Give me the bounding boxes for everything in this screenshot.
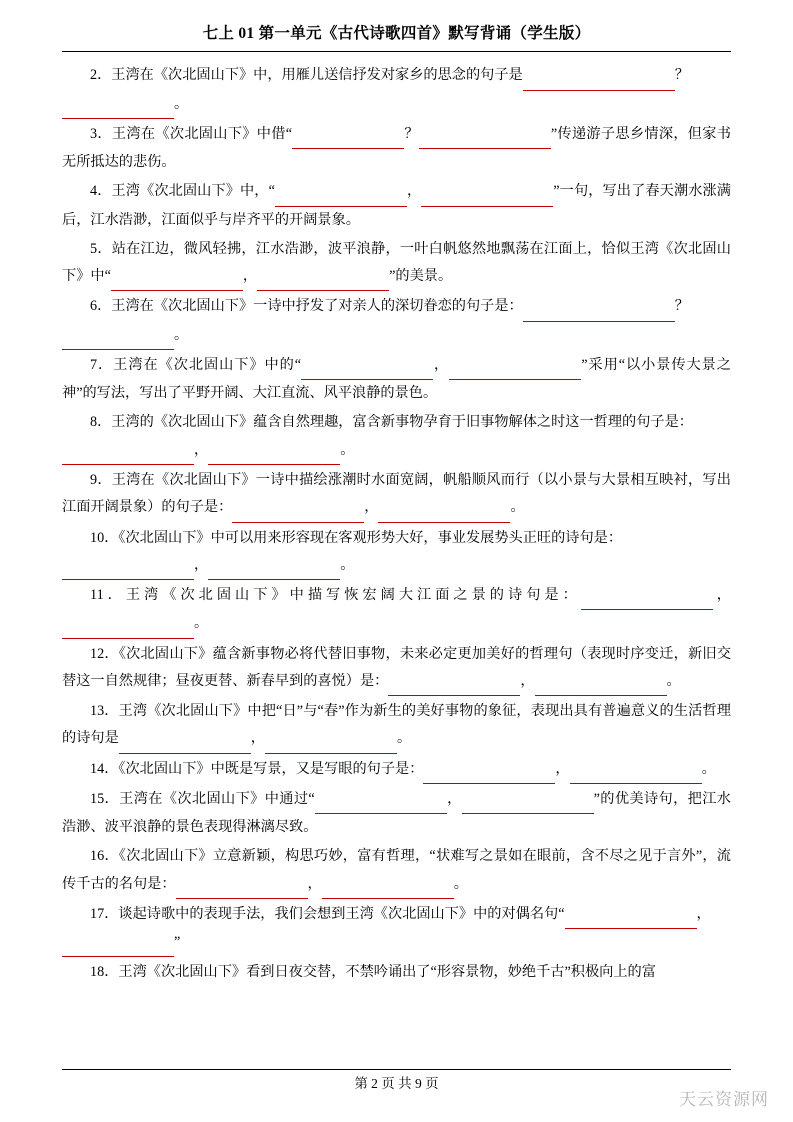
- question-text: ”一句，写出了春天潮水涨满后，江水浩渺，江面似乎与岸齐平的开阔景象。: [62, 183, 731, 228]
- question-text: 6．王湾在《次北固山下》一诗中抒发了对亲人的深切眷恋的句子是：: [90, 298, 523, 315]
- answer-blank[interactable]: [275, 178, 407, 206]
- question-text: ？: [404, 125, 419, 142]
- question-text: ？: [674, 298, 689, 315]
- answer-blank[interactable]: [265, 725, 397, 753]
- answer-blank[interactable]: [62, 929, 174, 957]
- answer-blank[interactable]: [176, 871, 308, 899]
- answer-blank[interactable]: [111, 263, 243, 291]
- question-item: [62, 756, 731, 784]
- answer-blank[interactable]: [421, 178, 553, 206]
- question-text: 13．王湾《次北固山下》中把“日”与“春”作为新生的美好事物的象征，表现出具有普遍意义的生活哲理的诗句是: [62, 703, 731, 747]
- question-item: [62, 582, 731, 639]
- question-text: ”传递游子思乡情深，但家书无所抵达的悲伤。: [62, 125, 731, 171]
- footer-divider: [62, 1069, 731, 1070]
- question-text: 。: [340, 441, 355, 458]
- question-text: 11．王湾《次北固山下》中描写恢宏阔大江面之景的诗句是：: [90, 587, 581, 604]
- question-item: [62, 467, 731, 523]
- question-text: 。: [174, 95, 189, 112]
- question-item: [62, 293, 731, 350]
- answer-blank[interactable]: [322, 871, 454, 899]
- question-text: ，: [446, 790, 462, 807]
- question-text: 。: [453, 875, 468, 892]
- question-text: ，: [696, 905, 711, 922]
- question-item: [62, 843, 731, 899]
- question-text: ，: [712, 587, 731, 604]
- question-text: ，: [520, 672, 535, 689]
- question-item: [62, 178, 731, 234]
- question-item: [62, 959, 731, 986]
- question-list: [62, 62, 731, 987]
- question-text: 9．王湾在《次北固山下》一诗中描绘涨潮时水面宽阔，帆船顺风而行（以小景与大景相互映衬，写出江面开阔景象）的句子是：: [62, 471, 731, 516]
- answer-blank[interactable]: [462, 786, 594, 814]
- watermark-label: 天云资源网: [679, 1090, 769, 1109]
- question-text: 4．王湾《次北固山下》中，“: [90, 183, 275, 200]
- question-text: 。: [174, 326, 189, 343]
- answer-blank[interactable]: [62, 437, 194, 465]
- answer-blank[interactable]: [62, 552, 194, 580]
- answer-blank[interactable]: [388, 668, 520, 696]
- answer-blank[interactable]: [315, 786, 447, 814]
- question-item: [62, 409, 731, 465]
- question-text: ”的美景。: [389, 268, 453, 285]
- answer-blank[interactable]: [523, 293, 675, 321]
- question-item: [62, 901, 731, 958]
- answer-blank[interactable]: [423, 756, 555, 784]
- question-item: [62, 236, 731, 292]
- question-text: ，: [433, 356, 450, 373]
- answer-blank[interactable]: [62, 91, 174, 119]
- answer-blank[interactable]: [449, 352, 581, 380]
- question-text: 16．《次北固山下》立意新颖，构思巧妙，富有哲理，“状难写之景如在眼前，含不尽之见于言外”，流传千古的名句是：: [62, 848, 731, 892]
- answer-blank[interactable]: [257, 263, 389, 291]
- answer-blank[interactable]: [378, 494, 510, 522]
- answer-blank[interactable]: [208, 552, 340, 580]
- question-text: 7．王湾在《次北固山下》中的“: [90, 356, 302, 373]
- page-footer: 第 2 页 共 9 页: [354, 1076, 439, 1091]
- question-text: 。: [396, 730, 412, 747]
- question-text: ”采用“以小景传大景之神”的写法，写出了平野开阔、大江直流、风平浪静的景色。: [62, 356, 731, 402]
- question-text: ，: [242, 268, 258, 285]
- title-divider: [62, 51, 731, 52]
- question-text: ？: [674, 67, 689, 84]
- answer-blank[interactable]: [570, 756, 702, 784]
- question-text: ，: [406, 183, 422, 200]
- question-text: 12．《次北固山下》蕴含新事物必将代替旧事物，未来必定更加美好的哲理句（表现时序变迁，新旧交替这一自然规律；昼夜更替、新春早到的喜悦）是：: [62, 645, 731, 689]
- question-text: 14．《次北固山下》中既是写景，又是写眼的句子是：: [90, 760, 424, 777]
- question-item: [62, 62, 731, 119]
- question-text: 3．王湾在《次北固山下》中借“: [90, 125, 293, 142]
- question-item: [62, 698, 731, 754]
- answer-blank[interactable]: [301, 352, 433, 380]
- question-text: 17．谈起诗歌中的表现手法，我们会想到王湾《次北固山下》中的对偶名句“: [90, 905, 565, 922]
- question-text: ，: [364, 499, 379, 516]
- answer-blank[interactable]: [523, 62, 675, 90]
- question-text: 。: [666, 672, 681, 689]
- answer-blank[interactable]: [119, 725, 251, 753]
- answer-blank[interactable]: [208, 437, 340, 465]
- answer-blank[interactable]: [581, 582, 713, 610]
- question-text: ”: [174, 934, 181, 951]
- question-text: 8．王湾的《次北固山下》蕴含自然理趣，富含新事物孕育于旧事物解体之时这一哲理的句子是：: [90, 414, 693, 431]
- answer-blank[interactable]: [62, 610, 194, 638]
- question-text: ，: [555, 760, 570, 777]
- question-text: 2．王湾在《次北固山下》中，用雁儿送信抒发对家乡的思念的句子是: [90, 67, 523, 84]
- question-text: ，: [194, 441, 209, 458]
- question-item: [62, 525, 731, 581]
- answer-blank[interactable]: [292, 121, 404, 149]
- question-text: 18．王湾《次北固山下》看到日夜交替，不禁吟诵出了“形容景物，妙绝千古”积极向上的富: [90, 964, 656, 981]
- answer-blank[interactable]: [62, 322, 174, 350]
- question-text: 。: [510, 499, 525, 516]
- question-text: 10．《次北固山下》中可以用来形容现在客观形势大好，事业发展势头正旺的诗句是：: [90, 529, 623, 546]
- question-text: ，: [250, 730, 265, 747]
- question-text: 。: [701, 760, 716, 777]
- question-text: 。: [194, 615, 209, 632]
- page-title: 七上 01 第一单元《古代诗歌四首》默写背诵（学生版）: [202, 25, 591, 42]
- answer-blank[interactable]: [419, 121, 551, 149]
- answer-blank[interactable]: [565, 901, 697, 929]
- answer-blank[interactable]: [535, 668, 667, 696]
- question-text: 5．站在江边，微风轻拂，江水浩渺，波平浪静，一叶白帆悠然地飘荡在江面上，恰似王湾《次北固山下》中“: [62, 240, 731, 285]
- question-item: [62, 786, 731, 842]
- question-item: [62, 641, 731, 697]
- question-item: [62, 352, 731, 408]
- question-text: ，: [307, 875, 322, 892]
- answer-blank[interactable]: [232, 494, 364, 522]
- question-text: ”的优美诗句，把江水浩渺、波平浪静的景色表现得淋漓尽致。: [62, 790, 731, 836]
- question-text: ，: [194, 556, 209, 573]
- question-text: 。: [340, 556, 355, 573]
- question-item: [62, 121, 731, 177]
- question-text: 15．王湾在《次北固山下》中通过“: [90, 790, 315, 807]
